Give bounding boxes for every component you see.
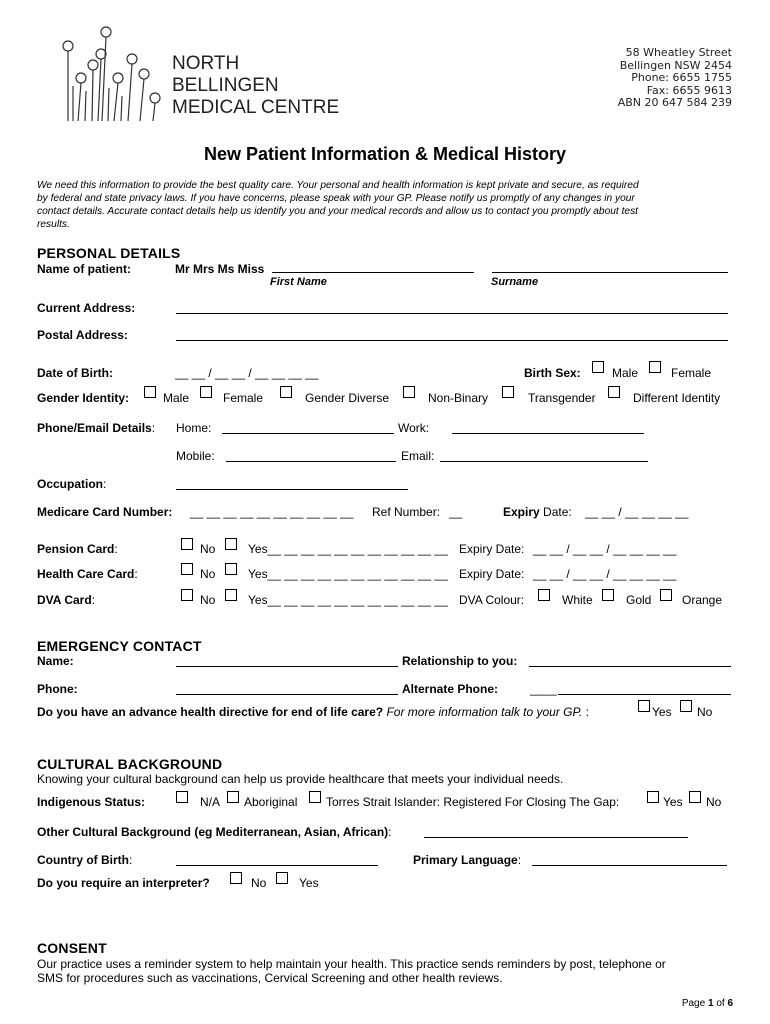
no-label: No [200,567,216,581]
medicare-expiry-field[interactable]: __ __ / __ __ __ __ [585,505,689,519]
first-name-caption: First Name [270,276,327,288]
titles-text: Mr Mrs Ms Miss [175,262,265,276]
birth-sex-label: Birth Sex: [524,366,581,380]
health-care-expiry-label: Expiry Date: [459,567,525,581]
gender-identity-label: Gender Identity: [37,391,130,405]
aboriginal-checkbox[interactable] [227,791,239,803]
dob-label: Date of Birth: [37,366,113,380]
practice-name-line: MEDICAL CENTRE [172,97,340,118]
directive-yes-checkbox[interactable] [638,700,650,712]
health-care-yes-checkbox[interactable] [225,563,237,575]
practice-address [618,47,732,110]
flower-logo [58,26,168,124]
mobile-label: Mobile: [176,449,215,463]
page-total: 6 [727,998,733,1009]
gender-option-label: Female [223,391,264,405]
directive-yes-label: Yes [652,705,672,719]
page-number [682,998,733,1009]
occupation-label [37,477,106,491]
dva-card-label [37,593,95,607]
directive-tail: : [582,705,589,719]
interpreter-label: Do you require an interpreter? [37,876,210,890]
birth-sex-female-checkbox[interactable] [649,361,661,373]
birth-sex-male-label: Male [612,366,639,380]
occupation-colon: : [103,477,107,491]
consent-line: Our practice uses a reminder system to help maintain your health. This practice sends reminders by post, telephone or [37,957,666,971]
consent-text [37,957,666,985]
health-care-expiry-field[interactable]: __ __ / __ __ / __ __ __ __ [533,567,677,581]
work-phone-field[interactable] [452,433,644,434]
email-label: Email: [401,449,435,463]
phone-email-label-text: Phone/Email Details [37,421,152,435]
intro-line: by federal and state privacy laws. If you have concerns, please speak with your GP. Please notify us promptly of any changes in your [37,193,635,204]
dva-white-checkbox[interactable] [538,589,550,601]
dva-white-label: White [562,593,593,607]
pension-card-text: Pension Card [37,542,115,556]
emergency-heading: EMERGENCY CONTACT [37,638,202,654]
practice-name-line: NORTH [172,53,240,74]
pension-yes-field[interactable]: Yes__ __ __ __ __ __ __ __ __ __ __ [248,542,448,556]
address-line: ABN 20 647 584 239 [617,96,732,109]
surname-field[interactable] [492,272,728,273]
address-line: 58 Wheatley Street [625,46,732,59]
pension-no-checkbox[interactable] [181,538,193,550]
directive-no-checkbox[interactable] [680,700,692,712]
dva-gold-label: Gold [626,593,652,607]
dva-colon: : [91,593,96,607]
pension-card-label [37,542,118,556]
page-title: New Patient Information & Medical History [203,144,567,164]
intro-line: We need this information to provide the best quality care. Your personal and health information is kept private and secure, as required [37,180,639,191]
ref-number-field[interactable]: __ [449,505,463,519]
language-colon: : [517,853,522,867]
gap-no-label: No [706,795,722,809]
expiry-rest: Date: [543,505,572,519]
work-label: Work: [398,421,430,435]
gap-yes-checkbox[interactable] [647,791,659,803]
of-word: of [716,998,725,1009]
health-care-no-checkbox[interactable] [181,563,193,575]
gender-option-label: Transgender [528,391,596,405]
country-of-birth-text: Country of Birth [37,853,129,867]
gender-option-label: Non-Binary [428,391,489,405]
pension-expiry-field[interactable]: __ __ / __ __ / __ __ __ __ [533,542,677,556]
directive-note: For more information talk to your GP. [386,705,583,719]
phone-email-label [37,421,155,435]
gender-male-checkbox[interactable] [144,386,156,398]
medicare-label: Medicare Card Number: [37,505,173,519]
home-label: Home: [176,421,212,435]
address-line: Phone: 6655 1755 [631,71,732,84]
other-cultural-label [37,825,392,839]
directive-no-label: No [697,705,713,719]
page-current: 1 [707,998,714,1009]
ref-number-label: Ref Number: [372,505,441,519]
consent-line: SMS for procedures such as vaccinations, Cervical Screening and other health reviews. [37,971,503,985]
directive-question-text: Do you have an advance health directive for end of life care? [37,705,384,719]
emergency-phone-label: Phone: [37,682,78,696]
primary-language-text: Primary Language [413,853,518,867]
tsi-checkbox[interactable] [309,791,321,803]
dva-yes-checkbox[interactable] [225,589,237,601]
health-care-yes-field[interactable]: Yes__ __ __ __ __ __ __ __ __ __ __ [248,567,448,581]
email-field[interactable] [440,461,648,462]
occupation-field[interactable] [176,489,408,490]
aboriginal-label: Aboriginal [244,795,298,809]
other-cultural-colon: : [388,825,392,839]
other-cultural-field[interactable] [424,837,688,838]
gap-no-checkbox[interactable] [689,791,701,803]
intro-line: contact details. Accurate contact details help us identify you and your medical records and allow us to contact you promptly about test [37,206,639,217]
indigenous-na-checkbox[interactable] [176,791,188,803]
name-label: Name of patient: [37,262,132,276]
primary-language-label [413,853,521,867]
mobile-field[interactable] [226,461,396,462]
expiry-bold: Expiry [503,505,540,519]
country-of-birth-field[interactable] [176,865,378,866]
indigenous-label: Indigenous Status: [37,795,145,809]
pension-colon: : [114,542,118,556]
gender-option-label: Gender Diverse [305,391,390,405]
cultural-heading: CULTURAL BACKGROUND [37,756,223,772]
alternate-phone-field[interactable] [558,694,731,695]
tsi-gap-label: Torres Strait Islander: Registered For Closing The Gap: [326,795,620,809]
postal-address-label: Postal Address: [37,328,128,342]
dva-colour-label: DVA Colour: [459,593,525,607]
emergency-phone-field[interactable] [176,694,398,695]
phone-email-colon: : [151,421,156,435]
occupation-label-text: Occupation [37,477,104,491]
interpreter-no-checkbox[interactable] [230,872,242,884]
relationship-field[interactable] [529,666,731,667]
gap-yes-label: Yes [663,795,683,809]
cultural-intro: Knowing your cultural background can help us provide healthcare that meets your individual needs. [37,772,564,786]
page-word: Page [681,998,706,1009]
country-of-birth-label [37,853,132,867]
surname-caption: Surname [491,276,539,288]
gender-option-label: Male [163,391,190,405]
interpreter-yes-label: Yes [299,876,319,890]
current-address-label: Current Address: [37,301,136,315]
gender-diverse-checkbox[interactable] [280,386,292,398]
interpreter-no-label: No [251,876,267,890]
health-care-colon: : [134,567,138,581]
dva-yes-field[interactable]: Yes__ __ __ __ __ __ __ __ __ __ __ [248,593,448,607]
health-care-card-label [37,567,138,581]
relationship-label: Relationship to you: [402,654,518,668]
directive-question [37,705,589,719]
gender-option-label: Different Identity [633,391,721,405]
gender-different-checkbox[interactable] [608,386,620,398]
home-phone-field[interactable] [222,433,394,434]
alternate-phone-label: Alternate Phone: [402,682,499,696]
no-label: No [200,593,216,607]
gender-female-checkbox[interactable] [200,386,212,398]
practice-name-line: BELLINGEN [172,75,279,96]
birth-sex-male-checkbox[interactable] [592,361,604,373]
dva-card-text: DVA Card [37,593,92,607]
consent-heading: CONSENT [37,940,107,956]
alternate-phone-prefix[interactable]: ____ [530,682,557,696]
postal-address-field[interactable] [176,340,728,341]
address-line: Bellingen NSW 2454 [619,58,732,72]
intro-text [37,179,639,231]
indigenous-na-label: N/A [200,795,221,809]
dva-orange-checkbox[interactable] [660,589,672,601]
address-line: Fax: 6655 9613 [646,83,732,97]
medicare-field[interactable]: __ __ __ __ __ __ __ __ __ __ [190,505,354,519]
country-colon: : [129,853,133,867]
first-name-field[interactable] [272,272,474,273]
practice-name [172,53,339,119]
dva-no-checkbox[interactable] [181,589,193,601]
dva-orange-label: Orange [682,593,723,607]
primary-language-field[interactable] [532,865,727,866]
pension-expiry-label: Expiry Date: [459,542,525,556]
other-cultural-text: Other Cultural Background (eg Mediterranean, Asian, African) [37,825,389,839]
intro-line: results. [37,219,70,230]
current-address-field[interactable] [176,313,728,314]
pension-yes-checkbox[interactable] [225,538,237,550]
gender-nonbinary-checkbox[interactable] [403,386,415,398]
personal-details-heading: PERSONAL DETAILS [37,245,181,261]
emergency-name-label: Name: [37,654,74,668]
gender-transgender-checkbox[interactable] [502,386,514,398]
dva-gold-checkbox[interactable] [602,589,614,601]
no-label: No [200,542,216,556]
emergency-name-field[interactable] [176,666,398,667]
birth-sex-female-label: Female [671,366,712,380]
dob-field[interactable]: __ __ / __ __ / __ __ __ __ [175,366,319,380]
health-care-card-text: Health Care Card [37,567,135,581]
interpreter-yes-checkbox[interactable] [276,872,288,884]
medicare-expiry-label [503,505,572,519]
